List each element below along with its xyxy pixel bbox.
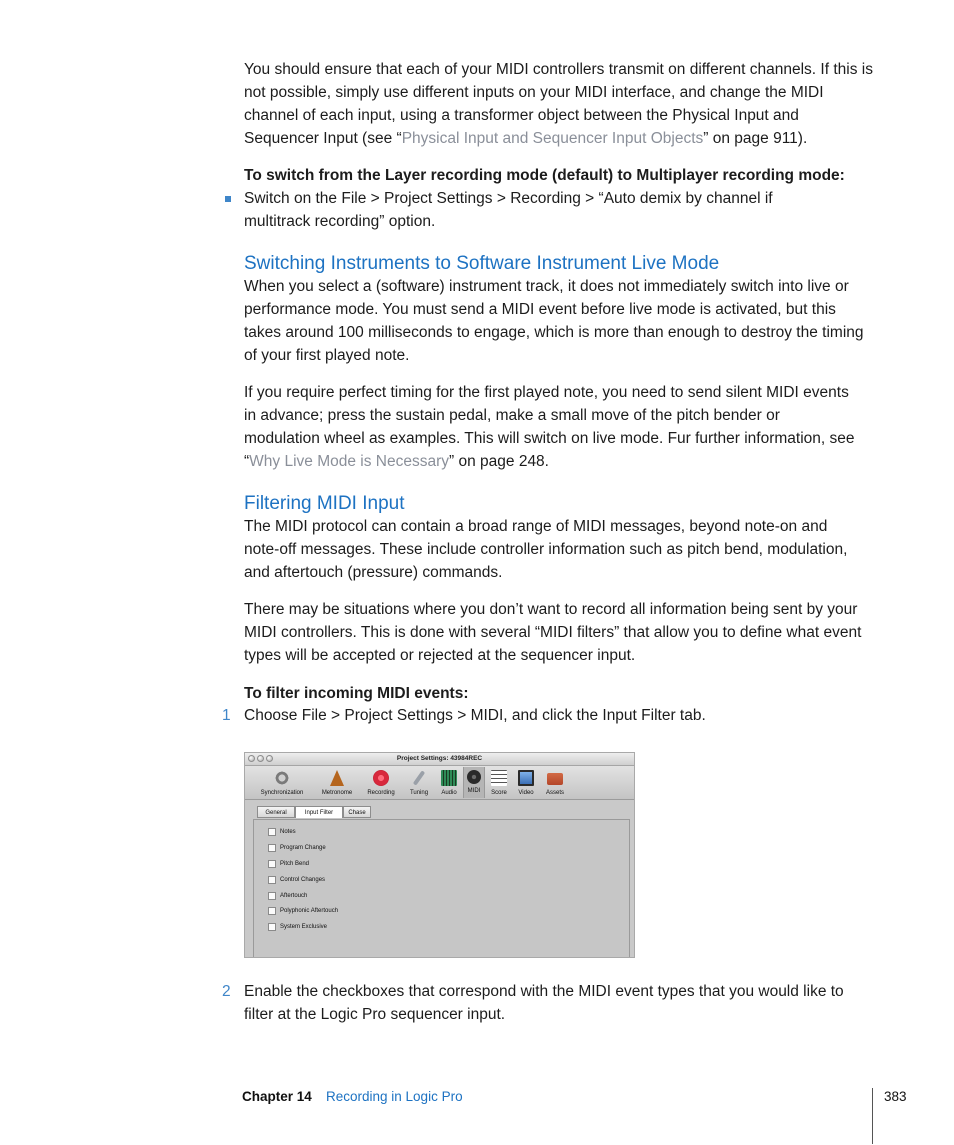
window-title: Project Settings: 43984REC [396,755,483,762]
input-filter-panel: Notes Program Change Pitch Bend Control Changes Aftertouch Polyphonic Aftertouch System Exclusive [253,819,630,958]
live-mode-paragraph-1: When you select a (software) instrument track, it does not immediately switch into live or performance mode. You must send a MIDI event before live mode is activated, but this takes around 100 milliseconds to engage, which is more than enough to destroy the timing of your first played note. [244,278,864,364]
step-2-text: Enable the checkboxes that correspond with the MIDI event types that you would like to filter at the Logic Pro sequencer input. [244,983,844,1023]
briefcase-icon [547,773,563,785]
audio-meter-icon [441,770,457,786]
step-number-2: 2 [222,983,231,1000]
live-mode-paragraph-2: If you require perfect timing for the first played note, you need to send silent MIDI events in advance; press the sustain pedal, make a small move of the pitch bender or modulation wheel as examples. This will switch on live mode. Fur further information, see “Why Live Mode is Necessary” on page 248. [244,384,855,470]
tab-general[interactable]: General [257,806,295,818]
tab-input-filter[interactable]: Input Filter [295,806,343,818]
window-titlebar [245,753,634,766]
metronome-icon [330,770,344,786]
checkbox[interactable] [268,907,276,915]
toolbar-synchronization[interactable]: Synchronization [251,767,313,798]
toolbar-video[interactable]: Video [513,767,539,798]
tab-chase[interactable]: Chase [343,806,371,818]
intro-paragraph: You should ensure that each of your MIDI controllers transmit on different channels. If this is not possible, simply use different inputs on your MIDI interface, and change the MIDI channel of each input, using a transformer object between the Physical Input and Sequencer Input (see “Physical Input and Sequencer Input Objects” on page 911). [244,61,873,147]
task-heading-multiplayer: To switch from the Layer recording mode (default) to Multiplayer recording mode: [244,167,845,184]
section-heading-filtering: Filtering MIDI Input [244,493,405,514]
toolbar-tuning[interactable]: Tuning [403,767,435,798]
checkbox[interactable] [268,923,276,931]
cross-reference-link[interactable]: Why Live Mode is Necessary [249,453,450,470]
toolbar-midi[interactable]: MIDI [463,767,485,798]
checkbox[interactable] [268,892,276,900]
cross-reference-link[interactable]: Physical Input and Sequencer Input Objects [401,130,704,147]
toolbar-assets[interactable]: Assets [541,767,569,798]
bullet-icon [225,196,231,202]
checkbox[interactable] [268,844,276,852]
page-number: 383 [884,1089,907,1104]
filtering-paragraph-1: The MIDI protocol can contain a broad range of MIDI messages, beyond note-on and note-off messages. These include controller information such as pitch bend, modulation, and aftertouch (pressure) commands. [244,518,848,581]
footer-divider [872,1088,873,1144]
score-icon [491,770,507,786]
toolbar-audio[interactable]: Audio [436,767,462,798]
section-heading-live-mode: Switching Instruments to Software Instrument Live Mode [244,253,720,274]
toolbar-metronome[interactable]: Metronome [315,767,359,798]
toolbar-score[interactable]: Score [487,767,511,798]
midi-port-icon [467,770,481,784]
gears-icon [274,770,290,786]
footer-chapter-title[interactable]: Recording in Logic Pro [326,1089,463,1104]
toolbar-recording[interactable]: Recording [361,767,401,798]
step-1-text: Choose File > Project Settings > MIDI, and click the Input Filter tab. [244,707,706,724]
task-heading-filter: To filter incoming MIDI events: [244,685,469,702]
filtering-paragraph-2: There may be situations where you don’t want to record all information being sent by your MIDI controllers. This is done with several “MIDI filters” that allow you to define what event types will be accepted or rejected at the sequencer input. [244,601,862,664]
checkbox[interactable] [268,860,276,868]
checkbox[interactable] [268,828,276,836]
footer-chapter: Chapter 14 [242,1089,312,1104]
project-settings-screenshot [244,752,635,958]
bullet-item: Switch on the File > Project Settings > Recording > “Auto demix by channel if multitrack recording” option. [244,190,773,230]
step-number-1: 1 [222,707,231,724]
checkbox[interactable] [268,876,276,884]
tuning-fork-icon [413,770,425,785]
video-icon [518,770,534,786]
record-icon [373,770,389,786]
settings-toolbar [245,766,634,800]
